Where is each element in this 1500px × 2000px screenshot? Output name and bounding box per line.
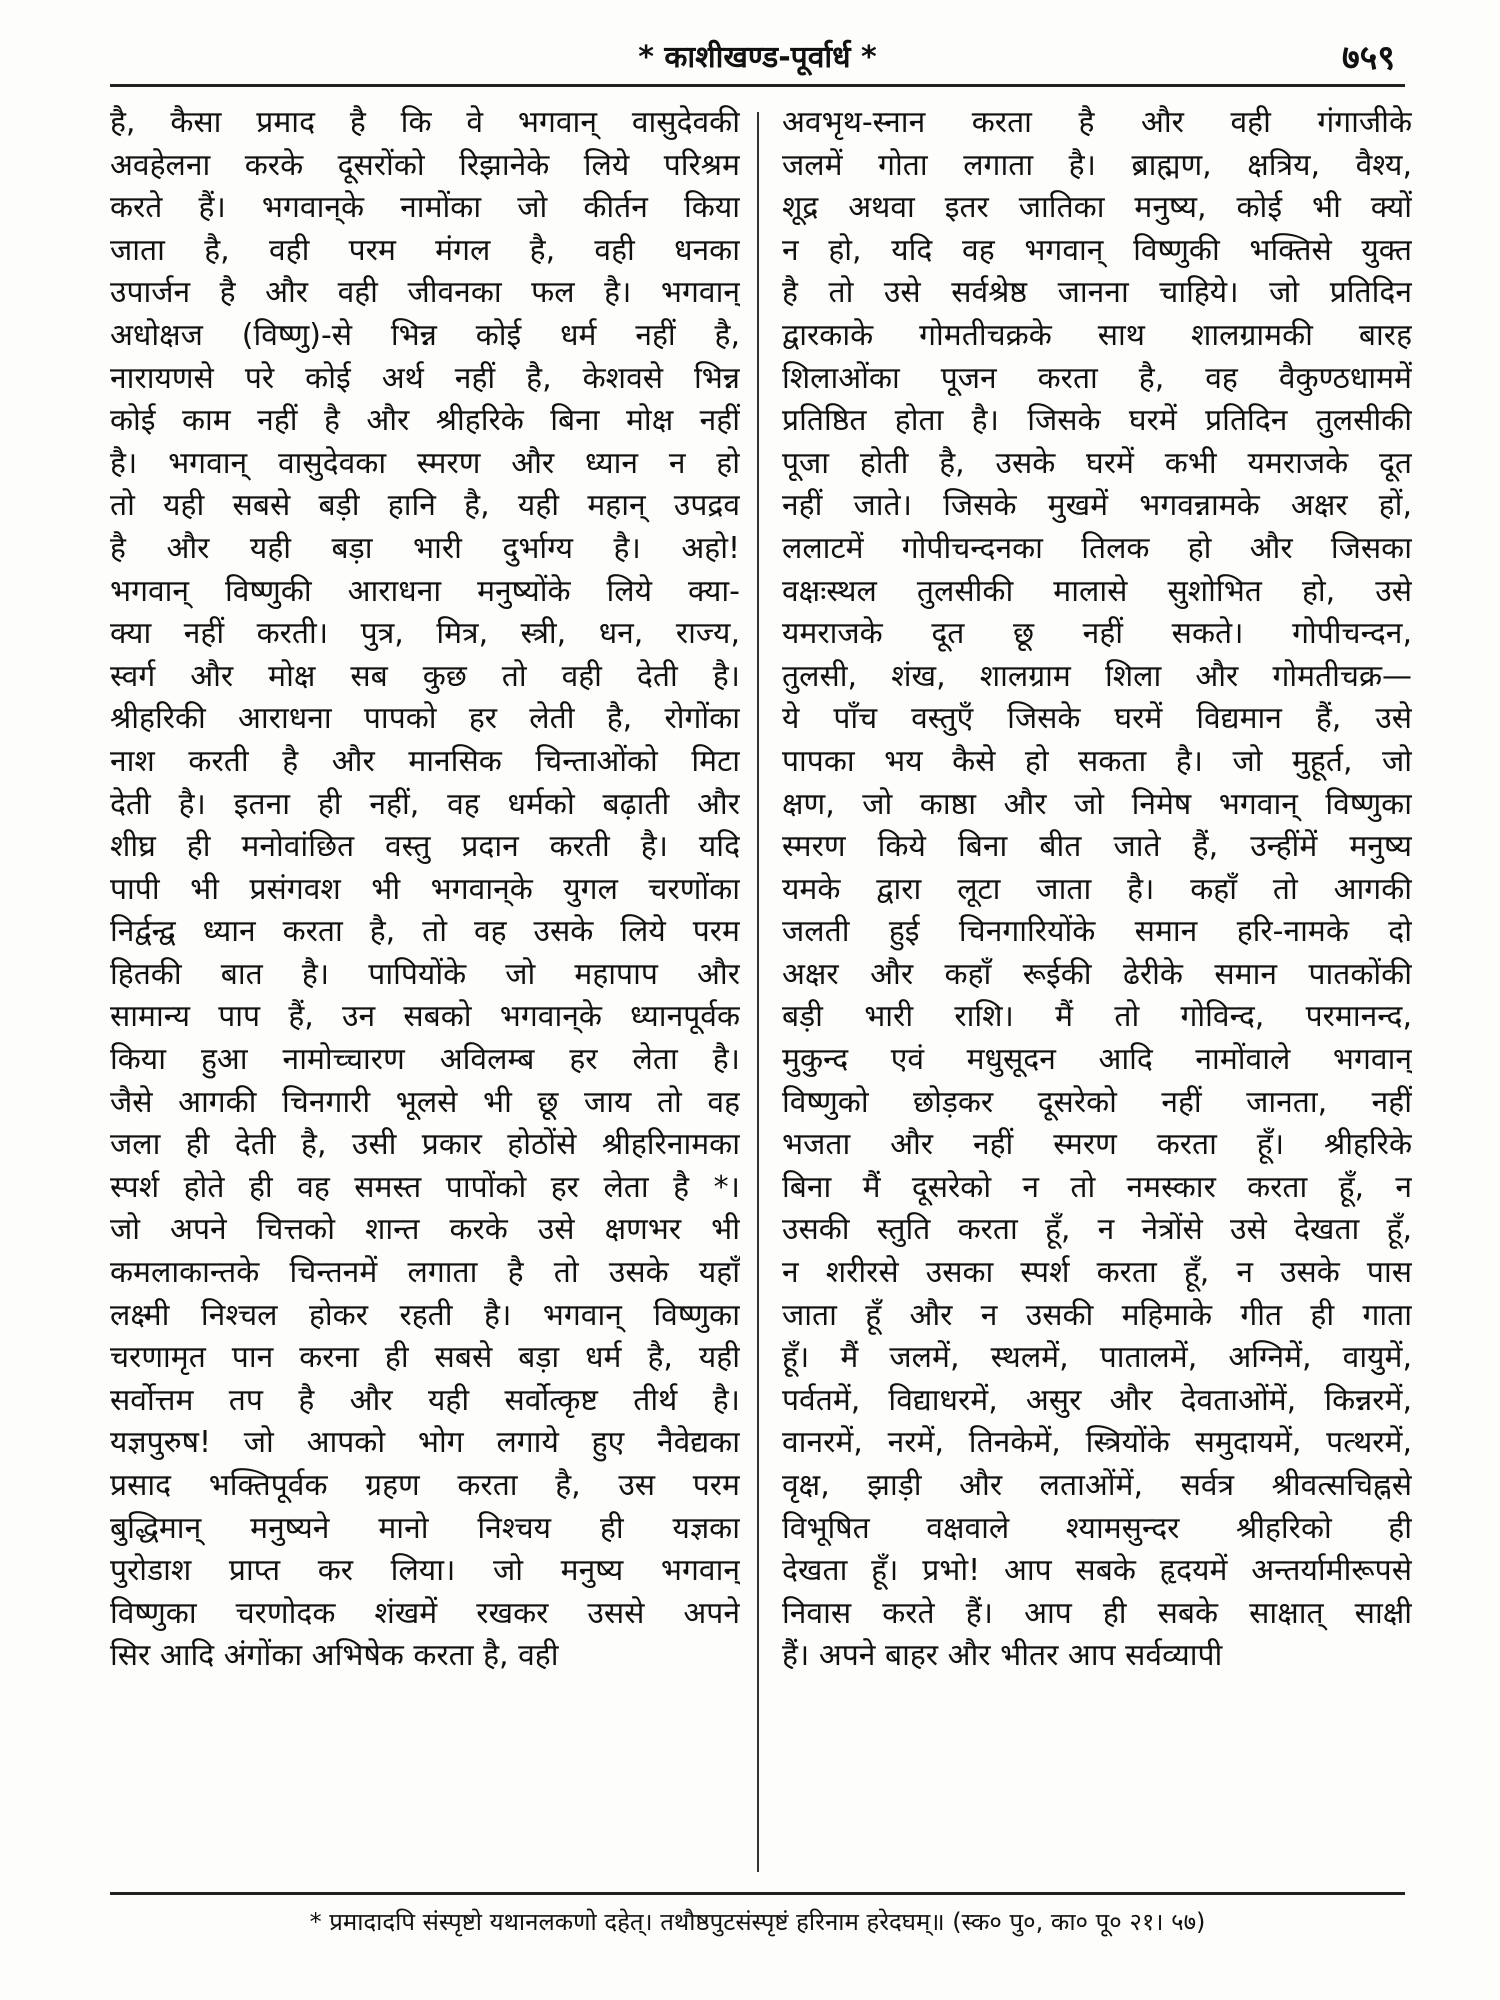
- text-line: अवहेलना करके दूसरोंको रिझानेके लिये परिश्रम: [110, 147, 740, 183]
- text-line: क्षण, जो काष्ठा और जो निमेष भगवान् विष्णुका: [782, 786, 1412, 822]
- text-line: ये पाँच वस्तुएँ जिसके घरमें विद्यमान हैं, उसे: [782, 701, 1412, 737]
- text-line: हैं। अपने बाहर और भीतर आप सर्वव्यापी: [782, 1638, 1223, 1674]
- text-line: नाश करती है और मानसिक चिन्ताओंको मिटा: [110, 743, 740, 779]
- left-column: [110, 102, 740, 1678]
- text-line: जला ही देती है, उसी प्रकार होठोंसे श्रीहरिनामका: [110, 1127, 740, 1163]
- text-line: विष्णुको छोड़कर दूसरेको नहीं जानता, नहीं: [782, 1084, 1412, 1120]
- text-line: कमलाकान्तके चिन्तनमें लगाता है तो उसके यहाँ: [110, 1255, 740, 1291]
- footnote: * प्रमादादपि संस्पृष्टो यथानलकणो दहेत्। तथौष्ठपुटसंस्पृष्टं हरिनाम हरेदघम्॥ (स्क० पु०, का० पू० २१। ५७): [309, 1908, 1206, 1936]
- column-divider: [757, 112, 759, 1872]
- text-line: है और यही बड़ा भारी दुर्भाग्य है। अहो!: [110, 530, 740, 566]
- text-line: कोई काम नहीं है और श्रीहरिके बिना मोक्ष नहीं: [110, 403, 740, 439]
- text-line: शीघ्र ही मनोवांछित वस्तु प्रदान करती है। यदि: [110, 829, 740, 865]
- text-line: यमराजके दूत छू नहीं सकते। गोपीचन्दन,: [782, 616, 1412, 652]
- text-line: भगवान् विष्णुकी आराधना मनुष्योंके लिये क्या-: [110, 573, 740, 609]
- text-line: नहीं जाते। जिसके मुखमें भगवन्नामके अक्षर हों,: [782, 488, 1412, 524]
- text-line: करते हैं। भगवान्‌के नामोंका जो कीर्तन किया: [110, 190, 740, 226]
- text-line: मुकुन्द एवं मधुसूदन आदि नामोंवाले भगवान्: [782, 1042, 1412, 1078]
- text-line: जो अपने चित्तको शान्त करके उसे क्षणभर भी: [110, 1212, 740, 1248]
- running-title: * काशीखण्ड-पूर्वार्ध *: [638, 40, 877, 75]
- text-line: हितकी बात है। पापियोंके जो महापाप और: [110, 956, 740, 992]
- text-line: अधोक्षज (विष्णु)-से भिन्न कोई धर्म नहीं है,: [110, 317, 740, 353]
- text-line: यमके द्वारा लूटा जाता है। कहाँ तो आगकी: [782, 871, 1412, 907]
- text-line: श्रीहरिकी आराधना पापको हर लेती है, रोगोंका: [110, 701, 740, 737]
- text-line: वानरमें, नरमें, तिनकेमें, स्त्रियोंके समुदायमें, पत्थरमें,: [782, 1425, 1412, 1461]
- text-line: स्वर्ग और मोक्ष सब कुछ तो वही देती है।: [110, 658, 740, 694]
- text-line: न शरीरसे उसका स्पर्श करता हूँ, न उसके पास: [782, 1255, 1412, 1291]
- text-line: सिर आदि अंगोंका अभिषेक करता है, वही: [110, 1638, 559, 1674]
- text-line: जलती हुई चिनगारियोंके समान हरि-नामके दो: [782, 914, 1412, 950]
- text-line: जाता हूँ और न उसकी महिमाके गीत ही गाता: [782, 1297, 1412, 1333]
- text-line: बिना मैं दूसरेको न तो नमस्कार करता हूँ, न: [782, 1169, 1412, 1205]
- footnote-rule: [110, 1892, 1405, 1895]
- text-line: वृक्ष, झाड़ी और लताओंमें, सर्वत्र श्रीवत्सचिह्नसे: [782, 1468, 1412, 1503]
- text-line: विष्णुका चरणोदक शंखमें रखकर उससे अपने: [110, 1595, 740, 1631]
- text-line: यज्ञपुरुष! जो आपको भोग लगाये हुए नैवेद्यका: [110, 1425, 740, 1461]
- page-header: [110, 38, 1405, 98]
- text-line: बुद्धिमान् मनुष्यने मानो निश्चय ही यज्ञका: [110, 1510, 740, 1546]
- text-line: है। भगवान् वासुदेवका स्मरण और ध्यान न हो: [110, 445, 740, 481]
- text-line: शिलाओंका पूजन करता है, वह वैकुण्ठधाममें: [782, 360, 1412, 396]
- text-line: देती है। इतना ही नहीं, वह धर्मको बढ़ाती और: [110, 786, 740, 822]
- text-line: अक्षर और कहाँ रूईकी ढेरीके समान पातकोंकी: [782, 956, 1412, 992]
- text-line: उसकी स्तुति करता हूँ, न नेत्रोंसे उसे देखता हूँ,: [782, 1212, 1412, 1248]
- text-line: तो यही सबसे बड़ी हानि है, यही महान् उपद्रव: [110, 488, 740, 524]
- text-line: वक्षःस्थल तुलसीकी मालासे सुशोभित हो, उसे: [782, 573, 1412, 609]
- text-line: प्रसाद भक्तिपूर्वक ग्रहण करता है, उस परम: [110, 1468, 740, 1503]
- text-line: किया हुआ नामोच्चारण अविलम्ब हर लेता है।: [110, 1042, 740, 1078]
- text-line: स्पर्श होते ही वह समस्त पापोंको हर लेता है *।: [110, 1169, 740, 1205]
- text-line: स्मरण किये बिना बीत जाते हैं, उन्हींमें मनुष्य: [782, 829, 1412, 865]
- text-line: उपार्जन है और वही जीवनका फल है। भगवान्: [110, 275, 740, 311]
- right-column: [782, 102, 1412, 1678]
- text-line: भजता और नहीं स्मरण करता हूँ। श्रीहरिके: [782, 1127, 1412, 1163]
- text-line: पापी भी प्रसंगवश भी भगवान्‌के युगल चरणोंका: [110, 871, 740, 907]
- text-line: द्वारकाके गोमतीचक्रके साथ शालग्रामकी बारह: [782, 317, 1412, 353]
- text-line: बड़ी भारी राशि। मैं तो गोविन्द, परमानन्द,: [782, 999, 1412, 1035]
- text-line: हूँ। मैं जलमें, स्थलमें, पातालमें, अग्निमें, वायुमें,: [782, 1340, 1412, 1376]
- text-line: प्रतिष्ठित होता है। जिसके घरमें प्रतिदिन तुलसीकी: [782, 403, 1412, 439]
- text-line: जलमें गोता लगाता है। ब्राह्मण, क्षत्रिय, वैश्य,: [782, 147, 1412, 183]
- page-number: ७५९: [1341, 38, 1395, 78]
- text-line: जाता है, वही परम मंगल है, वही धनका: [110, 232, 740, 268]
- text-line: देखता हूँ। प्रभो! आप सबके हृदयमें अन्तर्यामीरूपसे: [782, 1553, 1412, 1589]
- text-line: निर्द्वन्द्व ध्यान करता है, तो वह उसके लिये परम: [110, 914, 740, 950]
- text-line: ललाटमें गोपीचन्दनका तिलक हो और जिसका: [782, 530, 1412, 566]
- text-line: पुरोडाश प्राप्त कर लिया। जो मनुष्य भगवान्: [110, 1553, 740, 1589]
- text-line: पूजा होती है, उसके घरमें कभी यमराजके दूत: [782, 445, 1412, 481]
- text-line: नारायणसे परे कोई अर्थ नहीं है, केशवसे भिन्न: [110, 360, 740, 396]
- text-line: लक्ष्मी निश्चल होकर रहती है। भगवान् विष्णुका: [110, 1297, 740, 1333]
- text-line: है, कैसा प्रमाद है कि वे भगवान् वासुदेवकी: [110, 105, 740, 140]
- text-line: निवास करते हैं। आप ही सबके साक्षात् साक्षी: [782, 1595, 1412, 1631]
- text-line: पापका भय कैसे हो सकता है। जो मुहूर्त, जो: [782, 743, 1412, 779]
- text-line: अवभृथ-स्नान करता है और वही गंगाजीके: [782, 105, 1412, 140]
- text-line: जैसे आगकी चिनगारी भूलसे भी छू जाय तो वह: [110, 1084, 740, 1120]
- text-line: पर्वतमें, विद्याधरमें, असुर और देवताओंमें, किन्नरमें,: [782, 1382, 1412, 1418]
- text-line: विभूषित वक्षवाले श्यामसुन्दर श्रीहरिको ही: [782, 1510, 1412, 1546]
- text-line: चरणामृत पान करना ही सबसे बड़ा धर्म है, यही: [110, 1340, 740, 1376]
- text-line: है तो उसे सर्वश्रेष्ठ जानना चाहिये। जो प्रतिदिन: [782, 275, 1412, 311]
- text-line: सामान्य पाप हैं, उन सबको भगवान्‌के ध्यानपूर्वक: [110, 999, 740, 1035]
- text-line: तुलसी, शंख, शालग्राम शिला और गोमतीचक्र—: [782, 658, 1412, 694]
- text-line: न हो, यदि वह भगवान् विष्णुकी भक्तिसे युक्त: [782, 232, 1412, 268]
- header-rule: [110, 84, 1405, 87]
- text-line: शूद्र अथवा इतर जातिका मनुष्य, कोई भी क्यों: [782, 190, 1412, 226]
- text-line: क्या नहीं करती। पुत्र, मित्र, स्त्री, धन, राज्य,: [110, 616, 740, 652]
- text-line: सर्वोत्तम तप है और यही सर्वोत्कृष्ट तीर्थ है।: [110, 1382, 740, 1418]
